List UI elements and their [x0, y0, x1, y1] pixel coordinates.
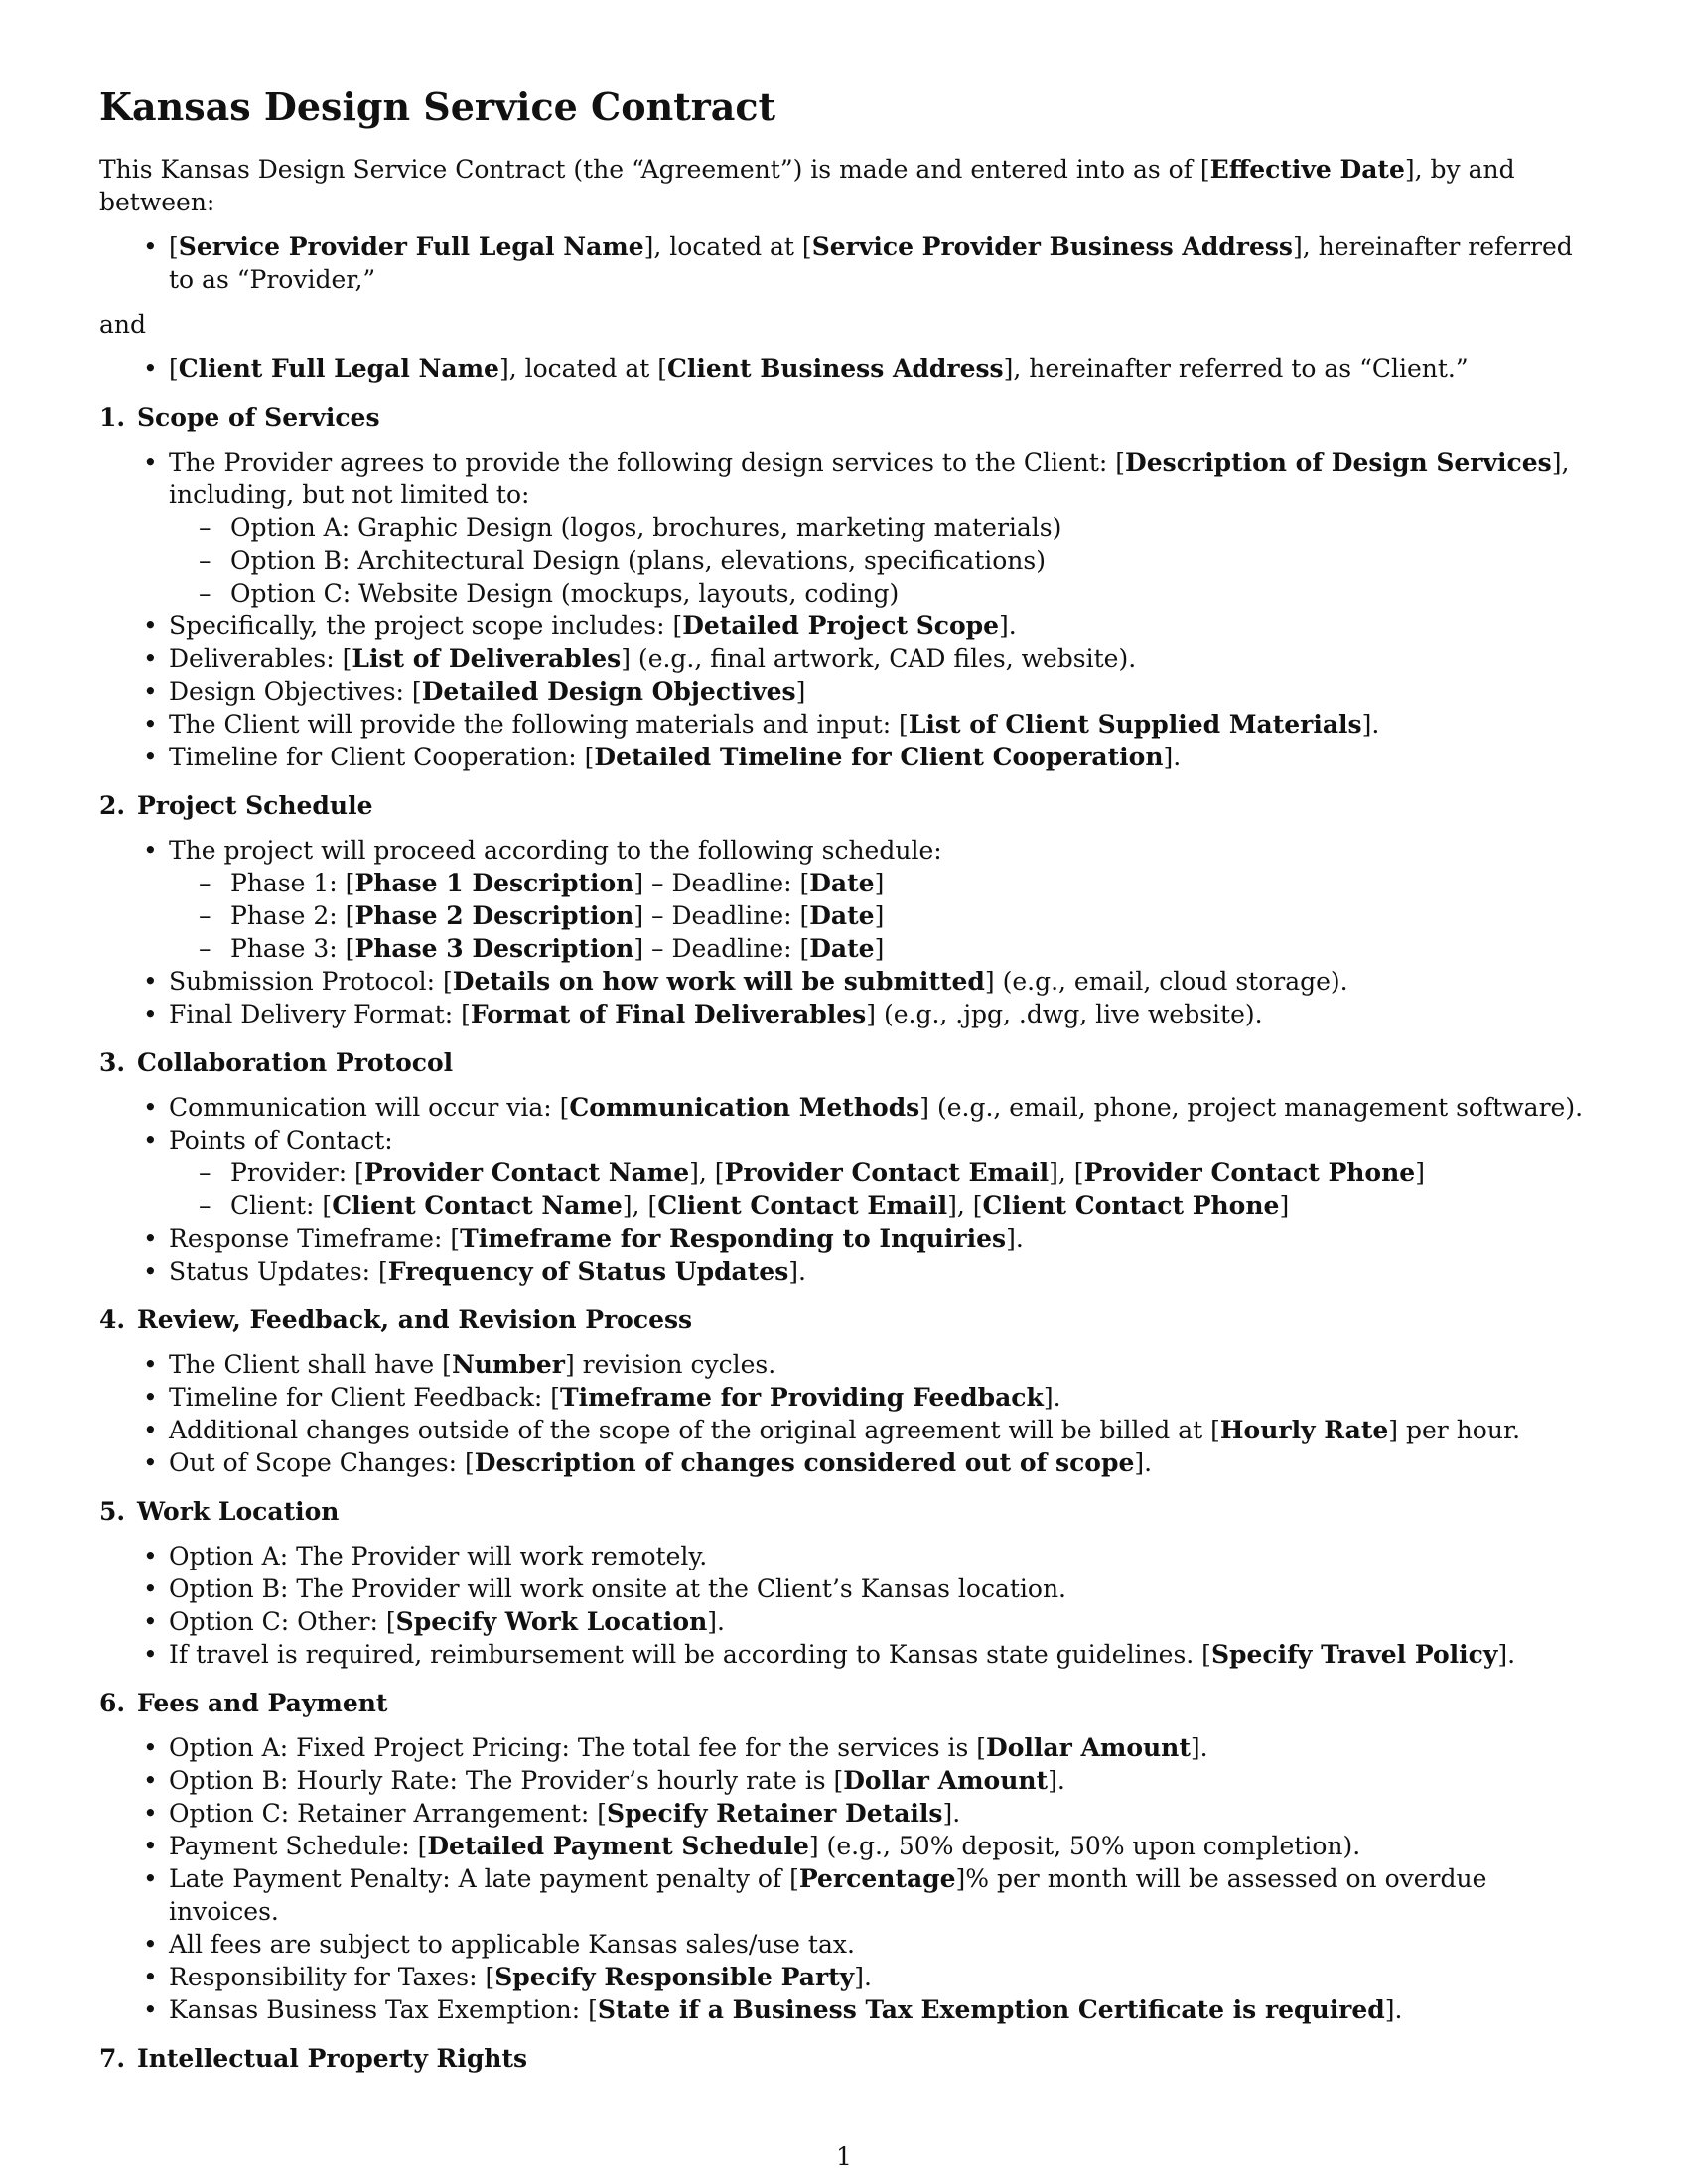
provider-party-list [99, 230, 1594, 296]
list-item: • Late Payment Penalty: A late payment penalty of [Percentage]% per month will be assessed on overdue invoices. [99, 1862, 1594, 1928]
list-item: • Out of Scope Changes: [Description of changes considered out of scope]. [99, 1446, 1594, 1479]
list-item: – Option C: Website Design (mockups, layouts, coding) [169, 577, 1594, 610]
list-item: • Payment Schedule: [Detailed Payment Schedule] (e.g., 50% deposit, 50% upon completion). [99, 1830, 1594, 1862]
list-item: – Option A: Graphic Design (logos, brochures, marketing materials) [169, 511, 1594, 544]
client-party-list [99, 352, 1594, 385]
list-item: • Status Updates: [Frequency of Status Updates]. [99, 1255, 1594, 1288]
list-item: • Option B: Hourly Rate: The Provider’s hourly rate is [Dollar Amount]. [99, 1764, 1594, 1797]
list-item: • Option C: Other: [Specify Work Location]. [99, 1605, 1594, 1638]
list-item: • Deliverables: [List of Deliverables] (e.g., final artwork, CAD files, website). [99, 642, 1594, 675]
list-item: • Option A: The Provider will work remotely. [99, 1540, 1594, 1572]
provider-party: • [Service Provider Full Legal Name], located at [Service Provider Business Address], hereinafter referred to as “Provider,” [99, 230, 1594, 296]
section-3-list [99, 1091, 1594, 1288]
section-7-heading: 7. Intellectual Property Rights [99, 2044, 528, 2073]
section-2-list [99, 834, 1594, 1030]
list-item: • All fees are subject to applicable Kansas sales/use tax. [99, 1928, 1594, 1961]
list-item: • Timeline for Client Feedback: [Timeframe for Providing Feedback]. [99, 1381, 1594, 1414]
list-item: • Responsibility for Taxes: [Specify Responsible Party]. [99, 1961, 1594, 1993]
intro-paragraph: This Kansas Design Service Contract (the “Agreement”) is made and entered into as of [Effective Date], by and between: [99, 155, 1515, 216]
list-item: • The Provider agrees to provide the following design services to the Client: [Description of Design Services], including, but not limited to: – Option A: Graphic Design (logos, brochures, marketing materials) – Option B: Architectural Design (plans, elevations, specifications) – Option C: Website Design (mockups, layouts, coding) [99, 446, 1594, 610]
list-item: • Option C: Retainer Arrangement: [Specify Retainer Details]. [99, 1797, 1594, 1830]
section-4-heading: 4. Review, Feedback, and Revision Process [99, 1305, 693, 1334]
list-item: • Timeline for Client Cooperation: [Detailed Timeline for Client Cooperation]. [99, 741, 1594, 773]
list-item: – Client: [Client Contact Name], [Client Contact Email], [Client Contact Phone] [169, 1189, 1594, 1222]
section-1-heading: 1. Scope of Services [99, 403, 380, 432]
section-6-list [99, 1731, 1594, 2026]
list-item: • Kansas Business Tax Exemption: [State if a Business Tax Exemption Certificate is required]. [99, 1993, 1594, 2026]
section-3-heading: 3. Collaboration Protocol [99, 1048, 454, 1077]
list-item: • Communication will occur via: [Communication Methods] (e.g., email, phone, project management software). [99, 1091, 1594, 1124]
list-item: • Submission Protocol: [Details on how work will be submitted] (e.g., email, cloud storage). [99, 965, 1594, 998]
client-party: • [Client Full Legal Name], located at [Client Business Address], hereinafter referred to as “Client.” [99, 352, 1594, 385]
document-title: Kansas Design Service Contract [99, 84, 776, 129]
list-item: • The Client shall have [Number] revision cycles. [99, 1348, 1594, 1381]
list-item: • Additional changes outside of the scope of the original agreement will be billed at [Hourly Rate] per hour. [99, 1414, 1594, 1446]
list-item: • The Client will provide the following materials and input: [List of Client Supplied Materials]. [99, 708, 1594, 741]
list-item: – Phase 3: [Phase 3 Description] – Deadline: [Date] [169, 932, 1594, 965]
section-5-list [99, 1540, 1594, 1671]
section-4-list [99, 1348, 1594, 1479]
list-item: • Response Timeframe: [Timeframe for Responding to Inquiries]. [99, 1222, 1594, 1255]
section-6-heading: 6. Fees and Payment [99, 1689, 388, 1717]
section-2-heading: 2. Project Schedule [99, 791, 373, 820]
and-text: and [99, 310, 147, 339]
list-item: – Option B: Architectural Design (plans, elevations, specifications) [169, 544, 1594, 577]
design-options-list [169, 511, 1594, 610]
list-item: • Option A: Fixed Project Pricing: The total fee for the services is [Dollar Amount]. [99, 1731, 1594, 1764]
list-item: • Final Delivery Format: [Format of Final Deliverables] (e.g., .jpg, .dwg, live website). [99, 998, 1594, 1030]
list-item: • If travel is required, reimbursement will be according to Kansas state guidelines. [Specify Travel Policy]. [99, 1638, 1594, 1671]
phase-list [169, 867, 1594, 965]
list-item: • Design Objectives: [Detailed Design Objectives] [99, 675, 1594, 708]
section-1-list [99, 446, 1594, 773]
list-item: – Provider: [Provider Contact Name], [Provider Contact Email], [Provider Contact Phone] [169, 1157, 1594, 1189]
page-number: 1 [836, 2142, 852, 2171]
list-item: • Option B: The Provider will work onsite at the Client’s Kansas location. [99, 1572, 1594, 1605]
list-item: – Phase 1: [Phase 1 Description] – Deadline: [Date] [169, 867, 1594, 899]
list-item: • Points of Contact: – Provider: [Provider Contact Name], [Provider Contact Email], [Provider Contact Phone] – Client: [Client Contact Name], [Client Contact Email], [Client Contact Phone] [99, 1124, 1594, 1222]
list-item: • The project will proceed according to the following schedule: – Phase 1: [Phase 1 Description] – Deadline: [Date] – Phase 2: [Phase 2 Description] – Deadline: [Date] – Phase 3: [Phase 3 Description] – Deadline: [Date] [99, 834, 1594, 965]
section-5-heading: 5. Work Location [99, 1497, 340, 1526]
list-item: • Specifically, the project scope includes: [Detailed Project Scope]. [99, 610, 1594, 642]
contact-list [169, 1157, 1594, 1222]
list-item: – Phase 2: [Phase 2 Description] – Deadline: [Date] [169, 899, 1594, 932]
document-body [99, 85, 1594, 2087]
